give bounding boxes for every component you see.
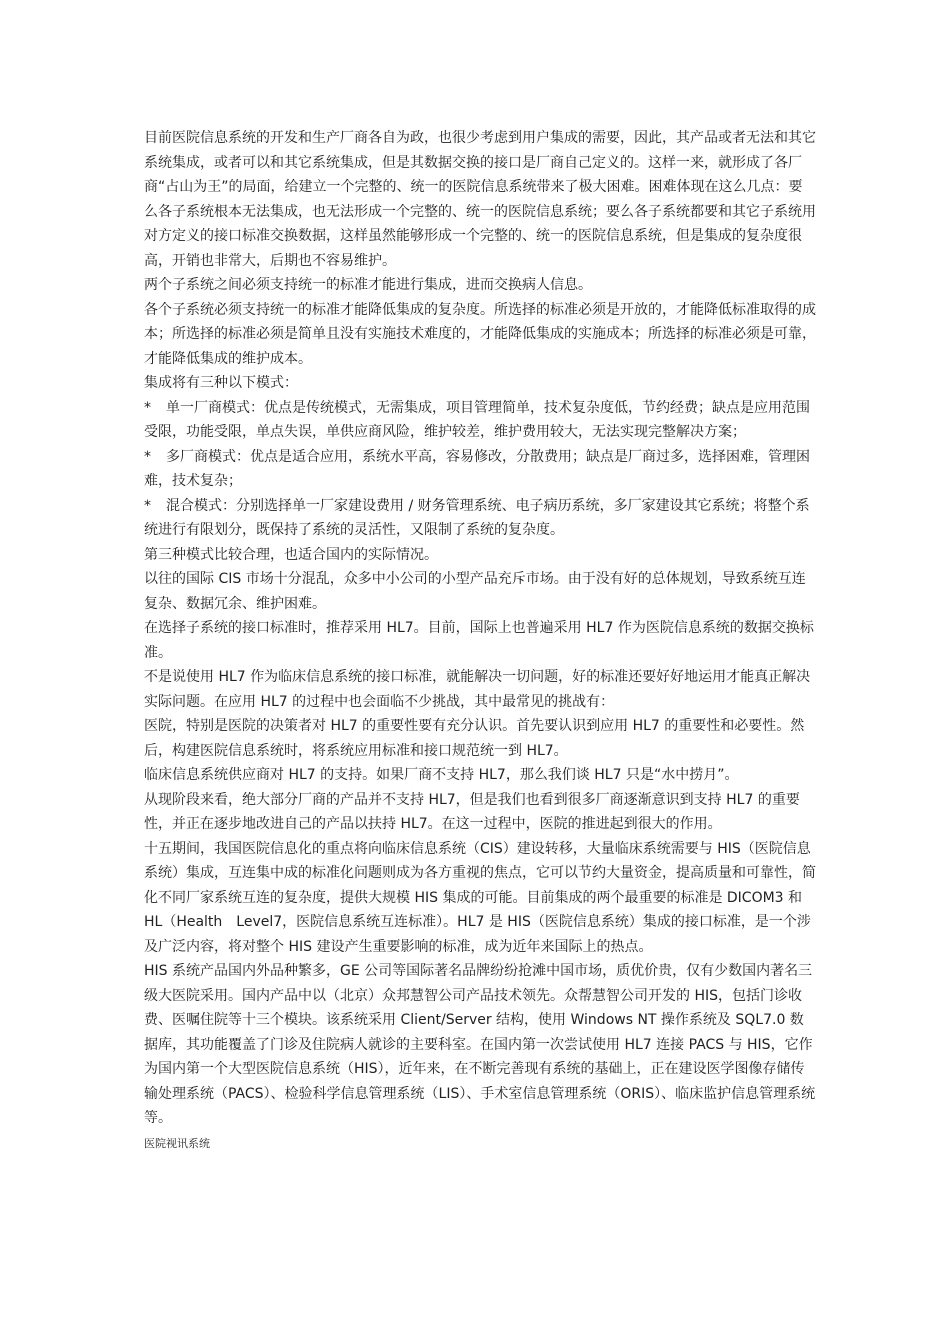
bullet-mark: *: [144, 399, 151, 416]
bullet-text: 多厂商模式：优点是适合应用，系统水平高，容易修改，分散费用；缺点是厂商过多，选择困难，管理困难，技术复杂；: [144, 448, 810, 489]
paragraph-vendor-support: 临床信息系统供应商对 HL7 的支持。如果厂商不支持 HL7，那么我们谈 HL7 只是“水中捞月”。: [144, 767, 739, 783]
paragraph-hospital-awareness: 医院，特别是医院的决策者对 HL7 的重要性要有充分认识。首先要认识到应用 HL7 的重要性和必要性。然后，构建医院信息系统时，将系统应用标准和接口规范统一到 HL7。: [144, 718, 805, 759]
paragraph-standard-required: 两个子系统之间必须支持统一的标准才能进行集成，进而交换病人信息。: [144, 277, 592, 293]
paragraph-recommend-hl7: 在选择子系统的接口标准时，推荐采用 HL7。目前，国际上也普遍采用 HL7 作为医院信息系统的数据交换标准。: [144, 620, 814, 661]
bullet-item: [144, 396, 816, 445]
bullet-item: [144, 494, 816, 543]
paragraph-fifteen-period: 十五期间，我国医院信息化的重点将向临床信息系统（CIS）建设转移，大量临床系统需要与 HIS（医院信息系统）集成，互连集中成的标准化问题则成为各方重视的焦点，它可以节约大量资金，提高质量和可靠性，简化不同厂家系统互连的复杂度，提供大规模 HIS 集成的可能。目前集成的两个最重要的标准是 DICOM3 和 HL（Health Level7，医院信息系统互连标准）。HL7 是 HIS（医院信息系统）集成的接口标准，是一个涉及广泛内容，将对整个 HIS 建设产生重要影响的标准，成为近年来国际上的热点。: [144, 840, 816, 955]
bullet-item: [144, 445, 816, 494]
paragraph-current-stage: 从现阶段来看，绝大部分厂商的产品并不支持 HL7，但是我们也看到很多厂商逐渐意识到支持 HL7 的重要性，并正在逐步地改进自己的产品以扶持 HL7。在这一过程中，医院的推进起到很大的作用。: [144, 791, 800, 832]
paragraph-hl7-challenges: 不是说使用 HL7 作为临床信息系统的接口标准，就能解决一切问题，好的标准还要好好地运用才能真正解决实际问题。在应用 HL7 的过程中也会面临不少挑战，其中最常见的挑战有：: [144, 669, 811, 710]
paragraph-intro: 目前医院信息系统的开发和生产厂商各自为政，也很少考虑到用户集成的需要，因此，其产品或者无法和其它系统集成，或者可以和其它系统集成，但是其数据交换的接口是厂商自己定义的。这样一来，就形成了各厂商“占山为王”的局面，给建立一个完整的、统一的医院信息系统带来了极大困难。困难体现在这么几点：要么各子系统根本无法集成，也无法形成一个完整的、统一的医院信息系统；要么各子系统都要和其它子系统用对方定义的接口标准交换数据，这样虽然能够形成一个完整的、统一的医院信息系统，但是集成的复杂度很高，开销也非常大，后期也不容易维护。: [144, 130, 816, 269]
document-body: [144, 126, 816, 1153]
bullet-mark: *: [144, 448, 151, 465]
paragraph-his-products: HIS 系统产品国内外品种繁多，GE 公司等国际著名品牌纷纷抢滩中国市场，质优价贵，仅有少数国内著名三级大医院采用。国内产品中以（北京）众邦慧智公司产品技术领先。众帮慧智公司开发的 HIS，包括门诊收费、医嘱住院等十三个模块。该系统采用 Client/Server 结构，使用 Windows NT 操作系统及 SQL7.0 数据库，其功能覆盖了门诊及住院病人就诊的主要科室。在国内第一次尝试使用 HL7 连接 PACS 与 HIS，它作为国内第一个大型医院信息系统（HIS），近年来，在不断完善现有系统的基础上，正在建设医学图像存储传输处理系统（PACS）、检验科学信息管理系统（LIS）、手术室信息管理系统（ORIS）、临床监护信息管理系统等。: [144, 963, 816, 1126]
paragraph-standard-criteria: 各个子系统必须支持统一的标准才能降低集成的复杂度。所选择的标准必须是开放的，才能降低标准取得的成本；所选择的标准必须是简单且没有实施技术难度的，才能降低集成的实施成本；所选择的标准必须是可靠，才能降低集成的维护成本。: [144, 301, 816, 367]
bullet-text: 单一厂商模式：优点是传统模式，无需集成，项目管理简单，技术复杂度低，节约经费；缺点是应用范围受限，功能受限，单点失误，单供应商风险，维护较差，维护费用较大，无法实现完整解决方案；: [144, 399, 810, 440]
paragraph-third-mode: 第三种模式比较合理，也适合国内的实际情况。: [144, 546, 438, 563]
paragraph-modes-intro: 集成将有三种以下模式：: [144, 375, 298, 391]
footer-title: 医院视讯系统: [144, 1136, 210, 1150]
bullet-mark: *: [144, 497, 151, 514]
paragraph-cis-market: 以往的国际 CIS 市场十分混乱，众多中小公司的小型产品充斥市场。由于没有好的总体规划，导致系统互连复杂、数据冗余、维护困难。: [144, 571, 806, 612]
bullet-text: 混合模式：分别选择单一厂家建设费用 / 财务管理系统、电子病历系统，多厂家建设其它系统；将整个系统进行有限划分，既保持了系统的灵活性，又限制了系统的复杂度。: [144, 497, 810, 538]
